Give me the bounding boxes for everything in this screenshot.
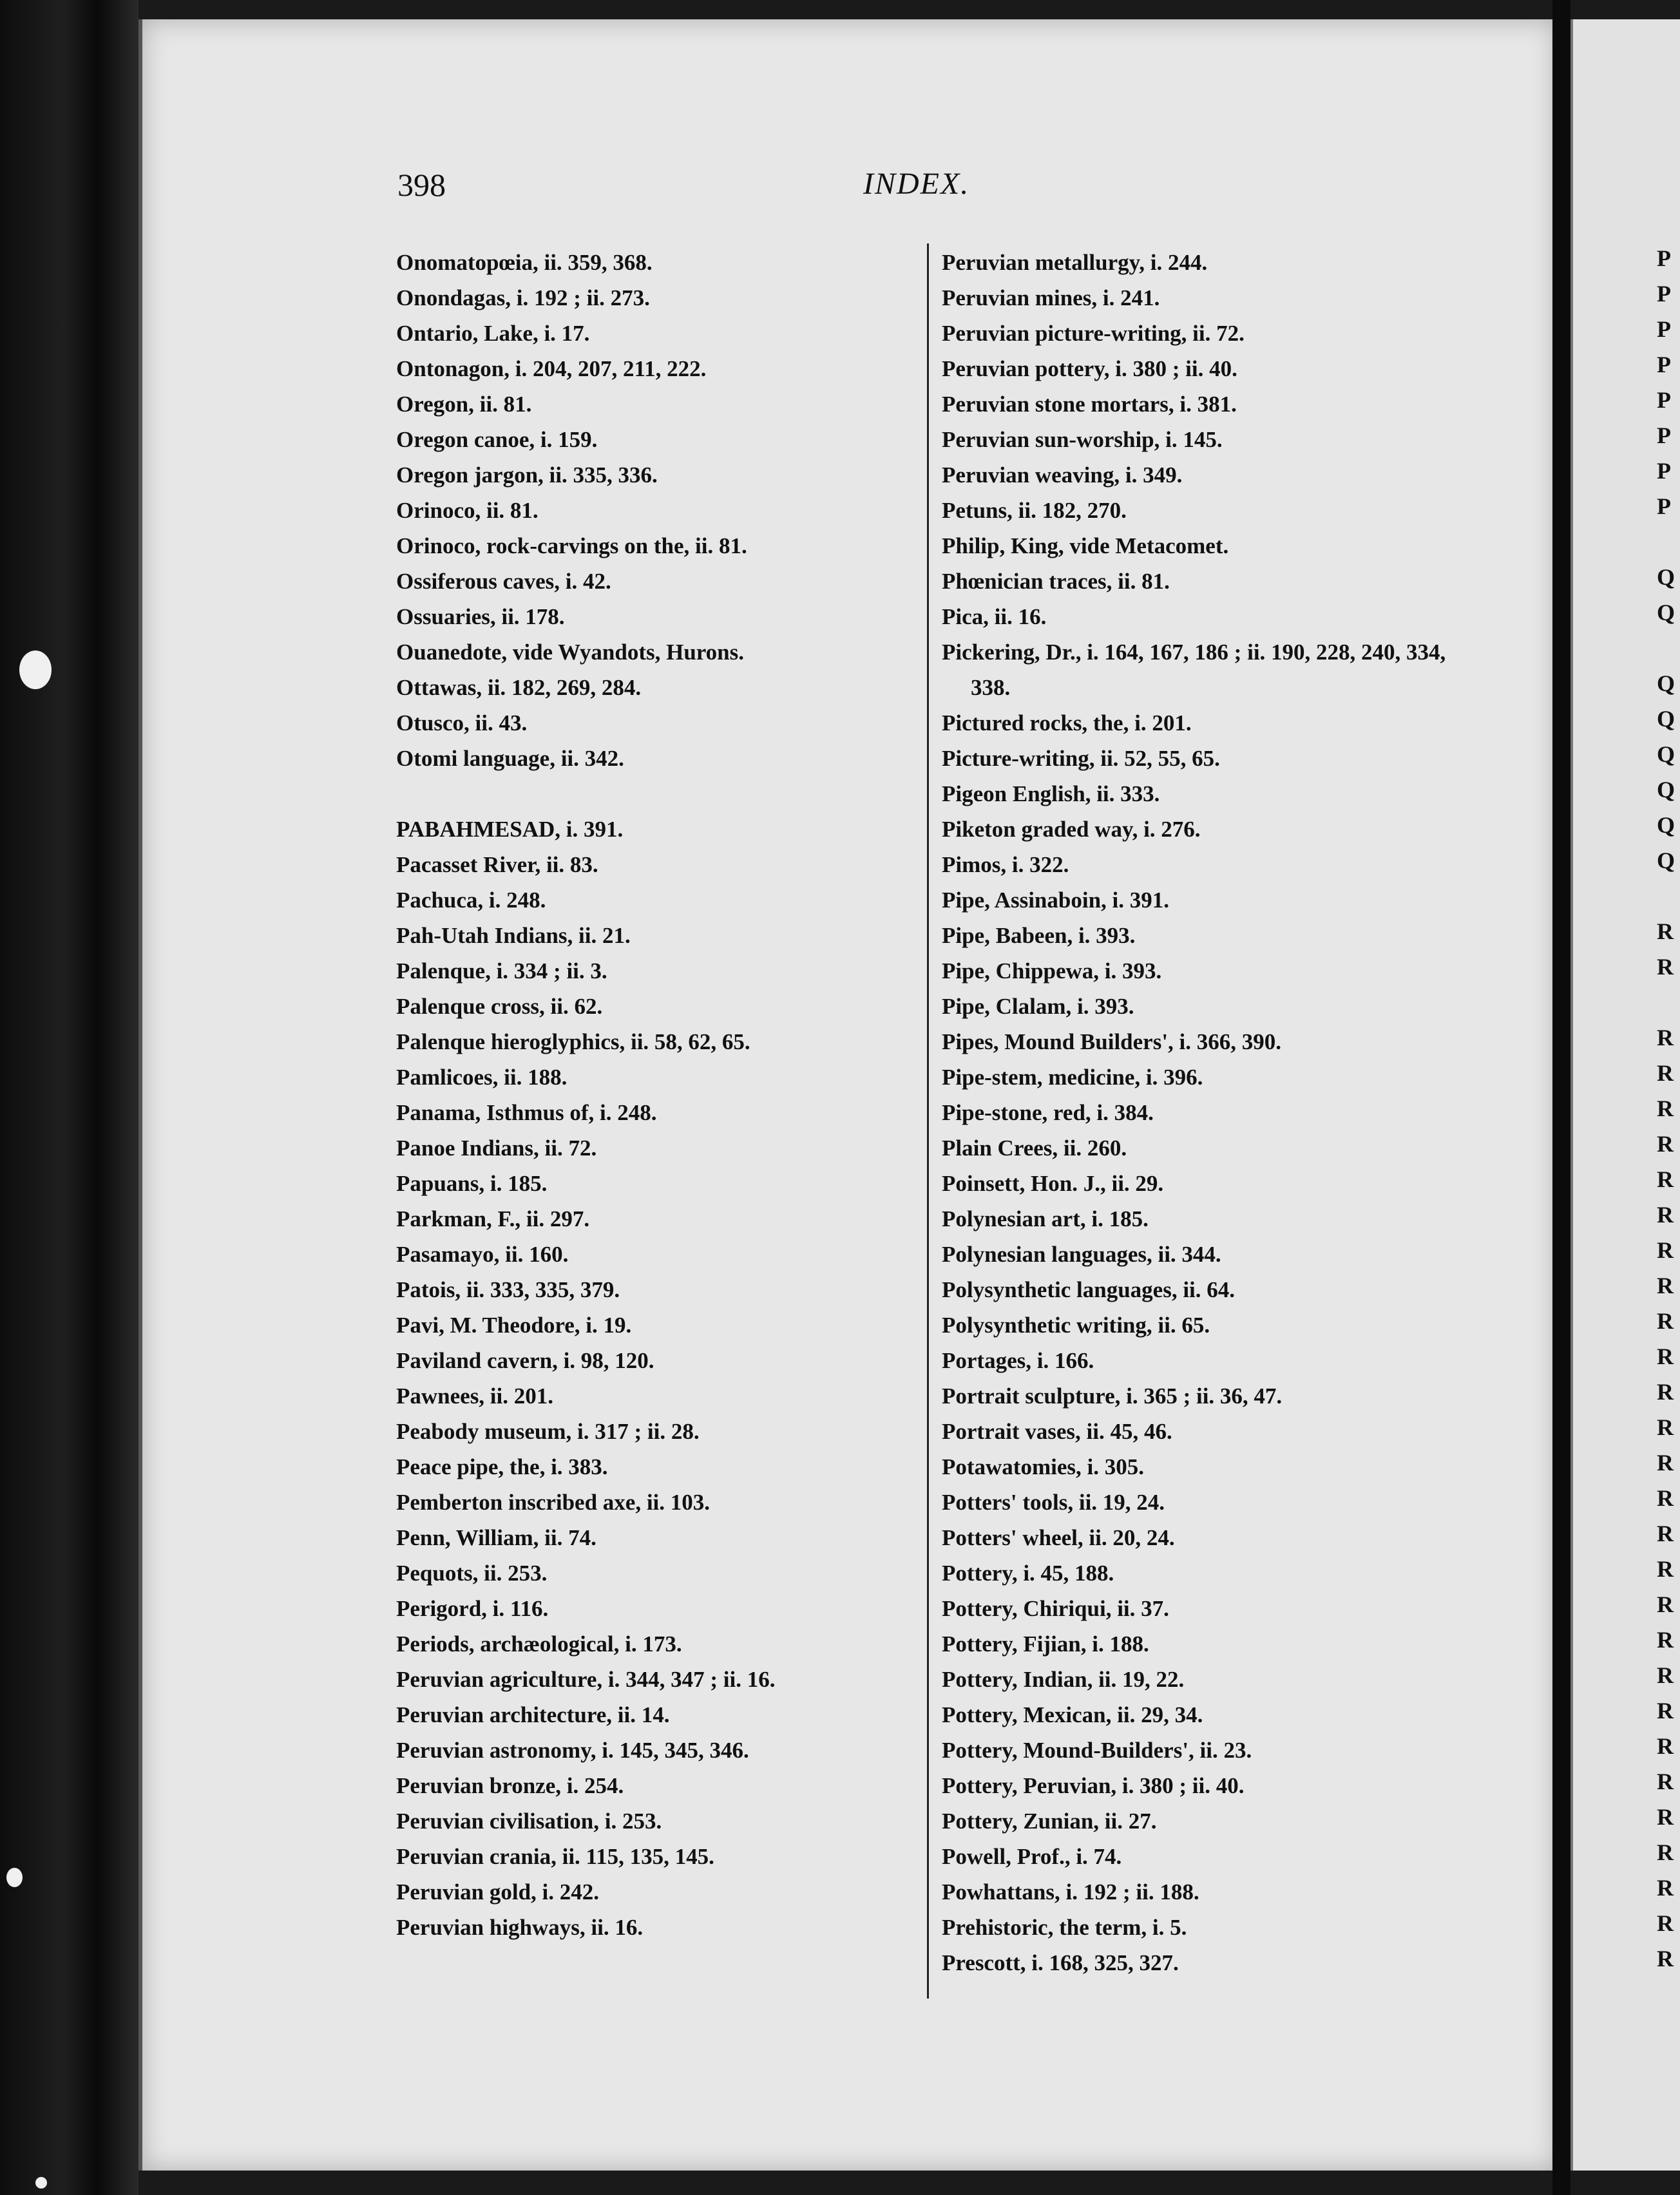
index-entry: Peruvian weaving, i. 349.: [942, 462, 1183, 488]
index-entry: Poinsett, Hon. J., ii. 29.: [942, 1171, 1164, 1196]
index-entry: Pottery, Indian, ii. 19, 22.: [942, 1667, 1185, 1692]
index-entry: Petuns, ii. 182, 270.: [942, 498, 1127, 523]
index-entry: Peruvian sun-worship, i. 145.: [942, 427, 1223, 452]
scan-speck: [35, 2177, 47, 2189]
index-entry: Penn, William, ii. 74.: [396, 1525, 597, 1550]
index-entry: Peruvian metallurgy, i. 244.: [942, 250, 1208, 275]
index-entry: Peruvian highways, ii. 16.: [396, 1915, 644, 1940]
facing-page-letter: Q: [1657, 706, 1675, 732]
facing-page-letter: P: [1657, 281, 1671, 307]
index-entry: Periods, archæological, i. 173.: [396, 1631, 682, 1657]
scan-speck: [6, 1868, 23, 1887]
index-entry: Panama, Isthmus of, i. 248.: [396, 1100, 657, 1125]
facing-page-letter: R: [1657, 1627, 1674, 1653]
index-entry: Oregon jargon, ii. 335, 336.: [396, 462, 658, 488]
scan-left-edge: [0, 0, 138, 2195]
index-entry: Pimos, i. 322.: [942, 852, 1069, 877]
index-entry: Pavi, M. Theodore, i. 19.: [396, 1313, 632, 1338]
facing-page-letter: R: [1657, 1698, 1674, 1724]
index-entry: Pottery, Mexican, ii. 29, 34.: [942, 1702, 1203, 1727]
index-entry: Oregon canoe, i. 159.: [396, 427, 598, 452]
index-entry: Peruvian astronomy, i. 145, 345, 346.: [396, 1738, 749, 1763]
facing-page-letter: P: [1657, 493, 1671, 519]
index-entry: Ontonagon, i. 204, 207, 211, 222.: [396, 356, 707, 381]
facing-page-letter: R: [1657, 1946, 1674, 1972]
index-entry: Portrait sculpture, i. 365 ; ii. 36, 47.: [942, 1383, 1283, 1409]
facing-page-letter: R: [1657, 1344, 1674, 1369]
index-entry: Prehistoric, the term, i. 5.: [942, 1915, 1187, 1940]
index-entry: Onondagas, i. 192 ; ii. 273.: [396, 285, 650, 310]
facing-page-letter: P: [1657, 423, 1671, 448]
facing-page-letter: R: [1657, 1769, 1674, 1794]
facing-page-letter: Q: [1657, 600, 1675, 625]
index-entry: Palenque, i. 334 ; ii. 3.: [396, 958, 607, 983]
facing-page-letter: Q: [1657, 564, 1675, 590]
index-entry: Papuans, i. 185.: [396, 1171, 548, 1196]
facing-page-letter: R: [1657, 1839, 1674, 1865]
facing-page-letter: Q: [1657, 670, 1675, 696]
facing-page-letter: P: [1657, 316, 1671, 342]
facing-page-letter: P: [1657, 245, 1671, 271]
index-entry: Pottery, Fijian, i. 188.: [942, 1631, 1149, 1657]
facing-page-letter: R: [1657, 1910, 1674, 1936]
index-entry: Potters' wheel, ii. 20, 24.: [942, 1525, 1175, 1550]
index-entry: Pica, ii. 16.: [942, 604, 1047, 629]
facing-page-letter: R: [1657, 1485, 1674, 1511]
index-entry: Pigeon English, ii. 333.: [942, 781, 1160, 806]
index-entry: Onomatopœia, ii. 359, 368.: [396, 250, 653, 275]
index-entry: Pacasset River, ii. 83.: [396, 852, 598, 877]
index-entry: Peruvian stone mortars, i. 381.: [942, 392, 1237, 417]
index-entry: Pickering, Dr., i. 164, 167, 186 ; ii. 190, 228, 240, 334, 338.: [942, 640, 1446, 700]
index-entry: Peruvian crania, ii. 115, 135, 145.: [396, 1844, 714, 1869]
index-entry: Perigord, i. 116.: [396, 1596, 549, 1621]
index-entry: PABAHMESAD, i. 391.: [396, 817, 624, 842]
scan-speck: [19, 651, 52, 689]
index-entry: Pipe-stem, medicine, i. 396.: [942, 1065, 1203, 1090]
index-entry: Oregon, ii. 81.: [396, 392, 532, 417]
index-entry: Pah-Utah Indians, ii. 21.: [396, 923, 631, 948]
index-entry: Ossuaries, ii. 178.: [396, 604, 565, 629]
index-entry: Pipe, Babeen, i. 393.: [942, 923, 1136, 948]
index-entry: Polysynthetic writing, ii. 65.: [942, 1313, 1210, 1338]
index-entry: Pictured rocks, the, i. 201.: [942, 710, 1192, 736]
page-gutter: [1552, 0, 1570, 2195]
index-entry: Pottery, Peruvian, i. 380 ; ii. 40.: [942, 1773, 1245, 1798]
index-entry: Portages, i. 166.: [942, 1348, 1094, 1373]
facing-page-letter: R: [1657, 1521, 1674, 1546]
index-entry: Paviland cavern, i. 98, 120.: [396, 1348, 654, 1373]
index-entry: Pottery, i. 45, 188.: [942, 1561, 1114, 1586]
index-entry: Pipe, Assinaboin, i. 391.: [942, 888, 1170, 913]
index-entry: Peruvian gold, i. 242.: [396, 1879, 600, 1905]
facing-page-letter: R: [1657, 1202, 1674, 1228]
facing-page-letter: Q: [1657, 741, 1675, 767]
page-number: 398: [397, 167, 446, 203]
facing-page-letter: Q: [1657, 812, 1675, 838]
index-entry: Phœnician traces, ii. 81.: [942, 569, 1170, 594]
index-entry: Pachuca, i. 248.: [396, 888, 546, 913]
facing-page-letter: R: [1657, 1556, 1674, 1582]
index-entry: Ontario, Lake, i. 17.: [396, 321, 590, 346]
index-entry: Potters' tools, ii. 19, 24.: [942, 1490, 1165, 1515]
index-entry: Peruvian architecture, ii. 14.: [396, 1702, 670, 1727]
facing-page-letter: R: [1657, 1662, 1674, 1688]
index-entry: Pipe, Chippewa, i. 393.: [942, 958, 1162, 983]
facing-page-letter: R: [1657, 1273, 1674, 1298]
facing-page-letter: R: [1657, 918, 1674, 944]
index-entry: Parkman, F., ii. 297.: [396, 1206, 590, 1231]
facing-page-letter: R: [1657, 1060, 1674, 1086]
index-entry: Pequots, ii. 253.: [396, 1561, 548, 1586]
facing-page-letter: R: [1657, 1025, 1674, 1050]
index-entry: Peruvian pottery, i. 380 ; ii. 40.: [942, 356, 1237, 381]
index-column-right: [942, 245, 1470, 1981]
index-entry: Pawnees, ii. 201.: [396, 1383, 554, 1409]
index-entry: Polynesian art, i. 185.: [942, 1206, 1149, 1231]
facing-page-letter: R: [1657, 1414, 1674, 1440]
index-entry: Philip, King, vide Metacomet.: [942, 533, 1229, 558]
index-entry: Pottery, Zunian, ii. 27.: [942, 1809, 1157, 1834]
index-entry: Pottery, Mound-Builders', ii. 23.: [942, 1738, 1252, 1763]
index-entry: Ottawas, ii. 182, 269, 284.: [396, 675, 642, 700]
index-entry: Panoe Indians, ii. 72.: [396, 1136, 597, 1161]
index-entry: Peruvian civilisation, i. 253.: [396, 1809, 662, 1834]
facing-page-letter: P: [1657, 458, 1671, 484]
running-head: INDEX.: [863, 167, 970, 201]
index-entry: Pemberton inscribed axe, ii. 103.: [396, 1490, 711, 1515]
index-entry: Palenque hieroglyphics, ii. 58, 62, 65.: [396, 1029, 750, 1054]
index-entry: Patois, ii. 333, 335, 379.: [396, 1277, 620, 1302]
index-entry: Peruvian picture-writing, ii. 72.: [942, 321, 1245, 346]
facing-page-letter: Q: [1657, 848, 1675, 873]
facing-page-letter: P: [1657, 387, 1671, 413]
index-section-gap: [396, 776, 912, 812]
index-entry: Powell, Prof., i. 74.: [942, 1844, 1122, 1869]
index-entry: Peruvian agriculture, i. 344, 347 ; ii. 16.: [396, 1667, 776, 1692]
facing-page-letter: R: [1657, 1804, 1674, 1830]
index-entry: Plain Crees, ii. 260.: [942, 1136, 1127, 1161]
facing-page-letter: R: [1657, 1592, 1674, 1617]
index-entry: Orinoco, ii. 81.: [396, 498, 539, 523]
facing-page-letter: R: [1657, 954, 1674, 980]
facing-page-letter: R: [1657, 1450, 1674, 1476]
index-entry: Palenque cross, ii. 62.: [396, 994, 603, 1019]
index-entry: Peace pipe, the, i. 383.: [396, 1454, 608, 1479]
index-entry: Ouanedote, vide Wyandots, Hurons.: [396, 640, 745, 665]
index-entry: Prescott, i. 168, 325, 327.: [942, 1950, 1179, 1975]
facing-page-letter: R: [1657, 1875, 1674, 1901]
facing-page-letter: R: [1657, 1308, 1674, 1334]
index-entry: Pasamayo, ii. 160.: [396, 1242, 569, 1267]
facing-page-letter: R: [1657, 1166, 1674, 1192]
index-entry: Pipes, Mound Builders', i. 366, 390.: [942, 1029, 1282, 1054]
index-entry: Piketon graded way, i. 276.: [942, 817, 1201, 842]
index-entry: Otomi language, ii. 342.: [396, 746, 624, 771]
index-entry: Powhattans, i. 192 ; ii. 188.: [942, 1879, 1199, 1905]
index-entry: Ossiferous caves, i. 42.: [396, 569, 611, 594]
index-entry: Peabody museum, i. 317 ; ii. 28.: [396, 1419, 700, 1444]
facing-page-letter: R: [1657, 1379, 1674, 1405]
facing-page-letter: R: [1657, 1733, 1674, 1759]
facing-page-letter: Q: [1657, 777, 1675, 803]
index-entry: Peruvian mines, i. 241.: [942, 285, 1160, 310]
facing-page-letter: R: [1657, 1096, 1674, 1121]
facing-page-letter: P: [1657, 352, 1671, 377]
index-entry: Orinoco, rock-carvings on the, ii. 81.: [396, 533, 747, 558]
index-entry: Pamlicoes, ii. 188.: [396, 1065, 568, 1090]
column-divider: [927, 243, 929, 1999]
index-column-left: [396, 245, 912, 1945]
index-entry: Pipe, Clalam, i. 393.: [942, 994, 1134, 1019]
index-entry: Pottery, Chiriqui, ii. 37.: [942, 1596, 1169, 1621]
index-entry: Polysynthetic languages, ii. 64.: [942, 1277, 1236, 1302]
index-entry: Otusco, ii. 43.: [396, 710, 528, 736]
index-entry: Potawatomies, i. 305.: [942, 1454, 1144, 1479]
index-entry: Portrait vases, ii. 45, 46.: [942, 1419, 1172, 1444]
facing-page-letter: R: [1657, 1237, 1674, 1263]
facing-page-letter: R: [1657, 1131, 1674, 1157]
index-entry: Pipe-stone, red, i. 384.: [942, 1100, 1154, 1125]
index-entry: Peruvian bronze, i. 254.: [396, 1773, 624, 1798]
index-entry: Polynesian languages, ii. 344.: [942, 1242, 1221, 1267]
index-entry: Picture-writing, ii. 52, 55, 65.: [942, 746, 1220, 771]
